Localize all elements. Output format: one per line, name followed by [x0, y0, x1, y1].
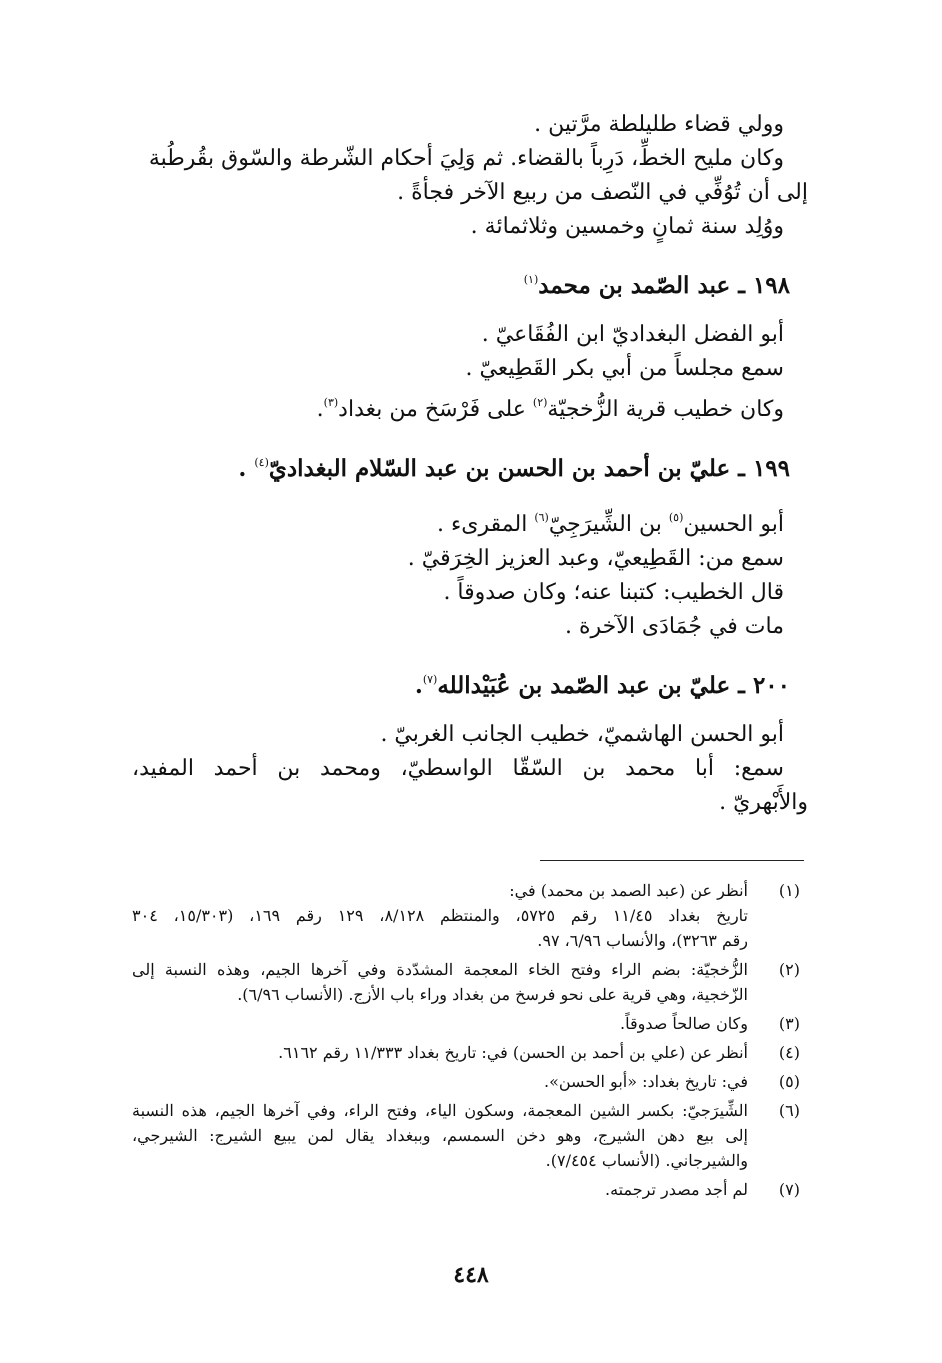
- footnote-line: وكان صالحاً صدوقاً.: [620, 1014, 748, 1033]
- main-text: [132, 108, 808, 820]
- footnote-mark: (٦): [778, 1101, 800, 1120]
- footnote-ref: (٦): [534, 511, 549, 524]
- footnote: [132, 1011, 808, 1036]
- footnote-mark: (٧): [778, 1180, 800, 1199]
- footnote-mark: (١): [778, 881, 800, 900]
- footnote-line: والشيرجاني. (الأنساب ٧/٤٥٤).: [545, 1151, 748, 1170]
- footnote: [132, 1040, 808, 1065]
- footnote: [132, 957, 808, 1007]
- text-line: أبو الحسين$^{(٥)}$ بن الشِّيرَجِيّ$^{(٦)}$ المقرىء .: [436, 511, 784, 537]
- footnote-ref: (٧): [422, 673, 438, 686]
- footnote-ref: (١): [523, 273, 539, 286]
- footnote-line: الشِّيرَجيّ: بكسر الشين المعجمة، وسكون الياء، وفتح الراء، وفي آخرها الجيم، هذه النسبة: [132, 1101, 748, 1120]
- footnote-line: الزّخجية، وهي قرية على نحو فرسخ من بغداد وراء باب الأزج. (الأنساب ٦/٩٦).: [237, 985, 748, 1004]
- entry-198-heading: [132, 262, 790, 304]
- text-line: وكان خطيب قرية الزُّخجيّة$^{(٢)}$ على فَرْسَخ من بغداد$^{(٣)}$.: [316, 396, 784, 422]
- text-line: سمع مجلساً من أبي بكر القَطِيعيّ .: [465, 356, 784, 381]
- footnote-line: لم أجد مصدر ترجمته.: [605, 1180, 748, 1199]
- footnote-ref: (٢): [532, 396, 548, 409]
- text-line: وكان مليح الخطِّ، دَرِباً بالقضاء. ثم وَلِيَ أحكام الشّرطة والسّوق بقُرطُبة: [148, 146, 784, 171]
- entry-200-title: ٢٠٠ ـ عليّ بن عبد الصّمد بن عُبَيْدالله: [437, 672, 790, 699]
- text-line: والأَبْهريّ .: [719, 790, 808, 815]
- footnote-mark: (٥): [778, 1072, 800, 1091]
- footnote-line: الزُّخجيّة: بضم الراء وفتح الخاء المعجمة المشدّدة وفي آخرها الجيم، وهذه النسبة إلى: [132, 960, 748, 979]
- entry-198-title: ١٩٨ ـ عبد الصّمد بن محمد: [538, 272, 790, 299]
- footnote-ref: (٥): [668, 511, 684, 524]
- footnote-line: رقم ٣٢٦٣)، والأنساب ٦/٩٦، ٩٧.: [537, 931, 748, 950]
- footnote-line: في: تاريخ بغداد: «أبو الحسن».: [543, 1072, 748, 1091]
- footnote: [132, 1069, 808, 1094]
- footnote-line: إلى بيع دهن الشيرج، وهو دخن السمسم، وببغداد يقال لمن يبيع الشيرج: الشيرجي،: [132, 1126, 748, 1145]
- footnote: [132, 1177, 808, 1202]
- footnote-line: تاريخ بغداد ١١/٤٥ رقم ٥٧٢٥، والمنتظم ٨/١٢٨، ١٢٩ رقم ١٦٩، (١٥/٣٠٣، ٣٠٤: [132, 906, 749, 925]
- text-line: ووُلِد سنة ثمانٍ وخمسين وثلاثمائة .: [470, 214, 784, 239]
- footnote: [132, 1098, 808, 1173]
- footnote-mark: (٤): [778, 1043, 800, 1062]
- entry-199-heading: ١٩٩ ـ عليّ بن أحمد بن الحسن بن عبد السّلام البغداديّ$^{(٤)}$ .: [238, 455, 790, 482]
- page-number: ٤٤٨: [453, 1262, 489, 1288]
- footnote-mark: (٢): [778, 960, 800, 979]
- entry-199-title: ١٩٩ ـ عليّ بن أحمد بن الحسن بن عبد السّلام البغداديّ: [268, 455, 790, 482]
- entry-200-heading: ٢٠٠ ـ عليّ بن عبد الصّمد بن عُبَيْدالله$^{(٧)}$.: [414, 672, 790, 699]
- footnote-line: أنظر عن (عبد الصمد بن محمد) في:: [509, 881, 748, 900]
- text-line: أبو الفضل البغداديّ ابن الفُقَاعيّ .: [481, 322, 784, 347]
- text-line: أبو الحسن الهاشميّ، خطيب الجانب الغربيّ .: [380, 722, 784, 747]
- footnote-mark: (٣): [778, 1014, 800, 1033]
- text-line: وولي قضاء طليلطة مرَّتين .: [534, 112, 784, 137]
- footnote-line: أنظر عن (علي بن أحمد بن الحسن) في: تاريخ بغداد ١١/٣٣٣ رقم ٦١٦٢.: [278, 1043, 748, 1062]
- footnote-ref: (٣): [323, 396, 339, 409]
- footnotes: [132, 878, 808, 1206]
- text-line: مات في جُمَادَى الآخرة .: [565, 614, 784, 639]
- footnote-ref: (٤): [254, 456, 269, 469]
- footnote-separator: [540, 860, 804, 861]
- text-line: سمع: أبا محمد بن السّقّا الواسطيّ، ومحمد بن أحمد المفيد،: [132, 756, 784, 781]
- text-line: سمع من: القَطِيعيّ، وعبد العزيز الخِرَقيّ .: [407, 546, 784, 571]
- footnote: [132, 878, 808, 953]
- text-line: قال الخطيب: كتبنا عنه؛ وكان صدوقاً .: [443, 580, 784, 605]
- text-line: إلى أن تُوُفِّي في النّصف من ربيع الآخر فجأةً .: [397, 180, 808, 205]
